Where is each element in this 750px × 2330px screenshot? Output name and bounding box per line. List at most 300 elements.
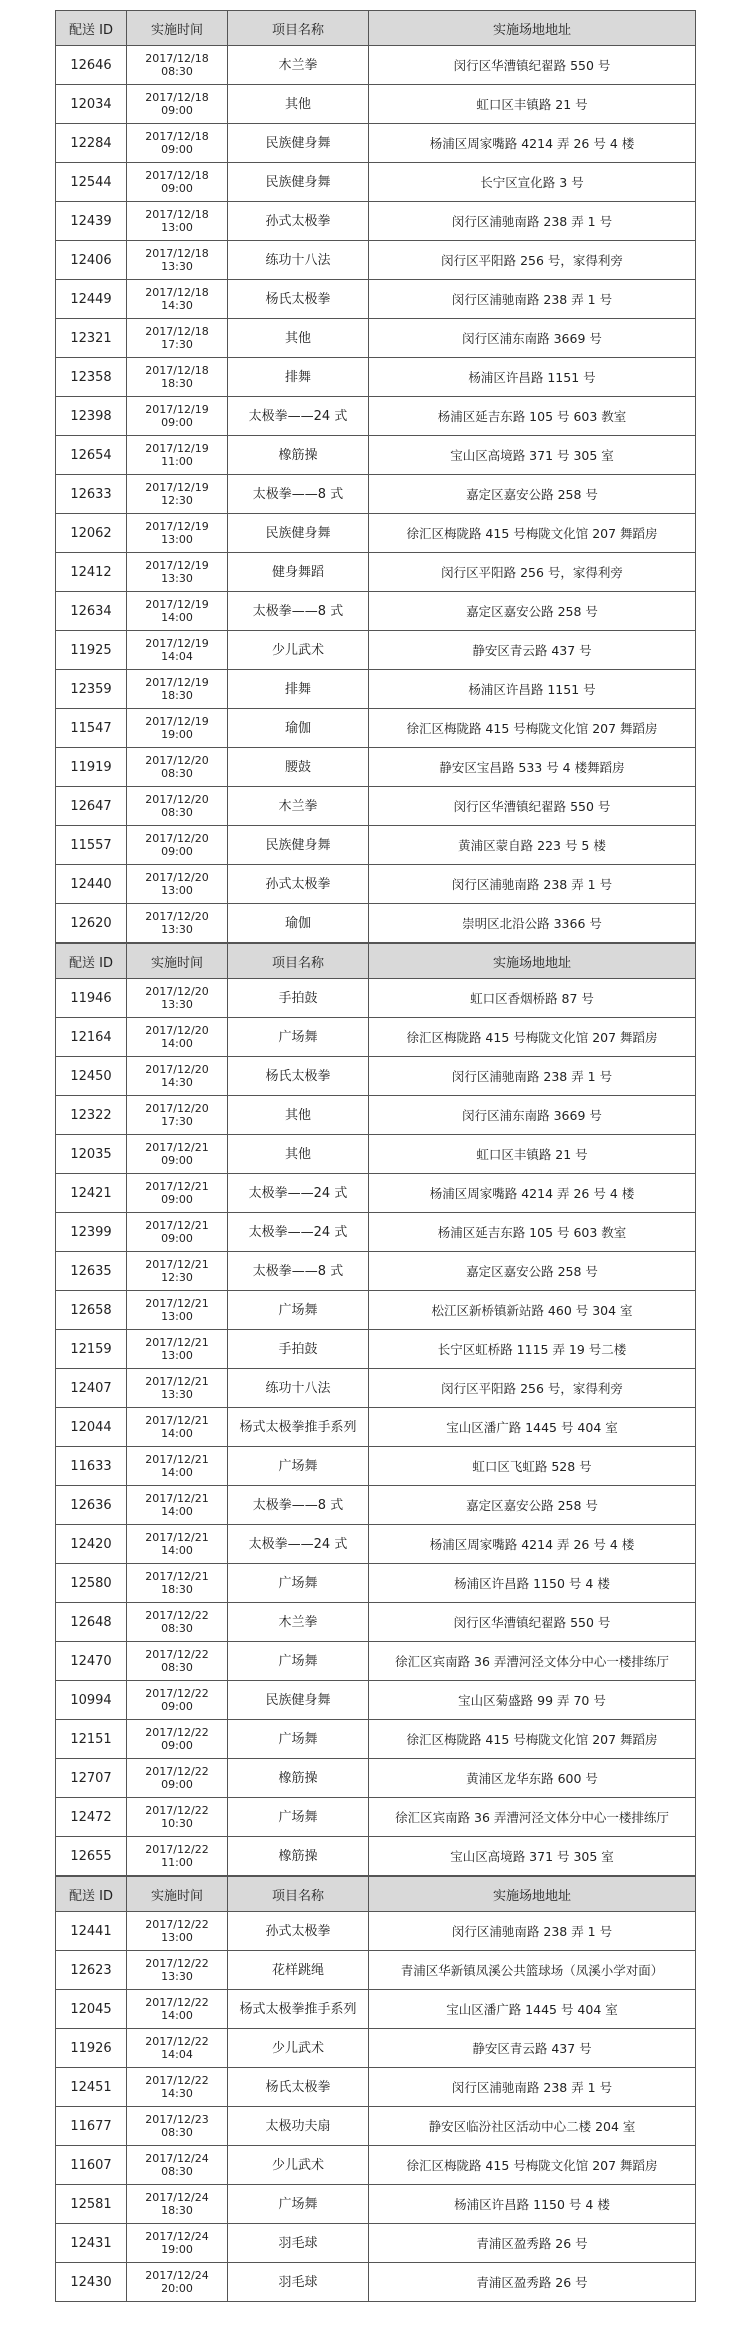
header-project: 项目名称 [228, 11, 369, 46]
cell-date: 2017/12/22 [145, 1609, 209, 1622]
cell-id: 12580 [56, 1564, 127, 1603]
cell-clock: 14:04 [161, 650, 193, 663]
cell-project: 橡筋操 [228, 1837, 369, 1876]
cell-project: 其他 [228, 85, 369, 124]
cell-date: 2017/12/22 [145, 1996, 209, 2009]
cell-id: 12449 [56, 280, 127, 319]
cell-id: 10994 [56, 1681, 127, 1720]
cell-address: 闵行区浦驰南路 238 弄 1 号 [369, 1057, 696, 1096]
header-id: 配送 ID [56, 11, 127, 46]
table-row [56, 1057, 696, 1096]
cell-address: 闵行区华漕镇纪翟路 550 号 [369, 46, 696, 85]
cell-clock: 13:00 [161, 533, 193, 546]
header-time: 实施时间 [127, 1877, 228, 1912]
cell-time [127, 1057, 228, 1096]
cell-date: 2017/12/19 [145, 559, 209, 572]
cell-time [127, 475, 228, 514]
cell-time [127, 202, 228, 241]
cell-project: 孙式太极拳 [228, 202, 369, 241]
cell-address: 徐汇区宾南路 36 弄漕河泾文体分中心一楼排练厅 [369, 1798, 696, 1837]
cell-time [127, 1837, 228, 1876]
cell-id: 12636 [56, 1486, 127, 1525]
cell-clock: 13:00 [161, 1349, 193, 1362]
table-row [56, 241, 696, 280]
cell-project: 太极拳——24 式 [228, 1213, 369, 1252]
table-row [56, 1447, 696, 1486]
cell-date: 2017/12/18 [145, 247, 209, 260]
schedule-sections [55, 10, 695, 2302]
cell-clock: 18:30 [161, 377, 193, 390]
cell-project: 橡筋操 [228, 436, 369, 475]
cell-address: 虹口区丰镇路 21 号 [369, 1135, 696, 1174]
cell-project: 其他 [228, 1096, 369, 1135]
cell-id: 11926 [56, 2029, 127, 2068]
cell-id: 11919 [56, 748, 127, 787]
table-row [56, 904, 696, 943]
cell-date: 2017/12/19 [145, 676, 209, 689]
table-row [56, 1525, 696, 1564]
cell-address: 嘉定区嘉安公路 258 号 [369, 475, 696, 514]
cell-clock: 09:00 [161, 182, 193, 195]
cell-project: 孙式太极拳 [228, 865, 369, 904]
cell-id: 12544 [56, 163, 127, 202]
cell-clock: 14:30 [161, 299, 193, 312]
header-time: 实施时间 [127, 11, 228, 46]
cell-address: 宝山区菊盛路 99 弄 70 号 [369, 1681, 696, 1720]
cell-time [127, 85, 228, 124]
cell-id: 11633 [56, 1447, 127, 1486]
cell-clock: 13:00 [161, 1310, 193, 1323]
cell-project: 民族健身舞 [228, 124, 369, 163]
cell-project: 民族健身舞 [228, 514, 369, 553]
cell-clock: 14:00 [161, 1505, 193, 1518]
cell-id: 11946 [56, 979, 127, 1018]
table-row [56, 1213, 696, 1252]
cell-date: 2017/12/21 [145, 1297, 209, 1310]
cell-date: 2017/12/22 [145, 1843, 209, 1856]
table-row [56, 1951, 696, 1990]
cell-date: 2017/12/21 [145, 1492, 209, 1505]
table-row [56, 709, 696, 748]
table-row [56, 1330, 696, 1369]
schedule-table [55, 943, 696, 1876]
cell-time [127, 670, 228, 709]
table-row [56, 1174, 696, 1213]
cell-id: 12359 [56, 670, 127, 709]
table-row [56, 85, 696, 124]
cell-id: 12421 [56, 1174, 127, 1213]
cell-project: 手拍鼓 [228, 979, 369, 1018]
cell-project: 练功十八法 [228, 1369, 369, 1408]
cell-project: 太极拳——24 式 [228, 1525, 369, 1564]
cell-address: 闵行区华漕镇纪翟路 550 号 [369, 787, 696, 826]
cell-address: 杨浦区延吉东路 105 号 603 教室 [369, 1213, 696, 1252]
table-row [56, 826, 696, 865]
cell-date: 2017/12/19 [145, 715, 209, 728]
cell-clock: 09:00 [161, 845, 193, 858]
table-header-row [56, 1877, 696, 1912]
cell-clock: 18:30 [161, 689, 193, 702]
cell-address: 宝山区高境路 371 号 305 室 [369, 436, 696, 475]
cell-project: 杨氏太极拳 [228, 1057, 369, 1096]
cell-date: 2017/12/20 [145, 754, 209, 767]
cell-address: 杨浦区延吉东路 105 号 603 教室 [369, 397, 696, 436]
cell-date: 2017/12/20 [145, 1102, 209, 1115]
cell-time [127, 2146, 228, 2185]
cell-time [127, 2107, 228, 2146]
schedule-document [55, 10, 695, 2302]
cell-date: 2017/12/20 [145, 985, 209, 998]
cell-date: 2017/12/19 [145, 520, 209, 533]
cell-project: 羽毛球 [228, 2224, 369, 2263]
cell-address: 闵行区浦驰南路 238 弄 1 号 [369, 2068, 696, 2107]
cell-time [127, 1486, 228, 1525]
cell-id: 12470 [56, 1642, 127, 1681]
table-row [56, 1564, 696, 1603]
cell-clock: 09:00 [161, 1193, 193, 1206]
table-row [56, 553, 696, 592]
cell-project: 杨氏太极拳 [228, 280, 369, 319]
cell-clock: 08:30 [161, 806, 193, 819]
cell-project: 太极拳——8 式 [228, 475, 369, 514]
cell-date: 2017/12/22 [145, 1804, 209, 1817]
cell-address: 徐汇区梅陇路 415 号梅陇文化馆 207 舞蹈房 [369, 1018, 696, 1057]
cell-id: 12439 [56, 202, 127, 241]
table-row [56, 1837, 696, 1876]
cell-clock: 08:30 [161, 767, 193, 780]
cell-date: 2017/12/21 [145, 1375, 209, 1388]
cell-time [127, 904, 228, 943]
cell-address: 杨浦区周家嘴路 4214 弄 26 号 4 楼 [369, 1174, 696, 1213]
cell-address: 静安区青云路 437 号 [369, 631, 696, 670]
cell-clock: 13:30 [161, 572, 193, 585]
cell-date: 2017/12/19 [145, 442, 209, 455]
cell-clock: 14:04 [161, 2048, 193, 2061]
cell-time [127, 319, 228, 358]
cell-address: 杨浦区周家嘴路 4214 弄 26 号 4 楼 [369, 124, 696, 163]
cell-time [127, 1408, 228, 1447]
cell-project: 广场舞 [228, 1018, 369, 1057]
cell-id: 12707 [56, 1759, 127, 1798]
cell-clock: 13:30 [161, 998, 193, 1011]
cell-project: 太极拳——8 式 [228, 1486, 369, 1525]
schedule-table [55, 10, 696, 943]
cell-clock: 09:00 [161, 416, 193, 429]
cell-date: 2017/12/19 [145, 481, 209, 494]
cell-address: 静安区青云路 437 号 [369, 2029, 696, 2068]
cell-clock: 14:00 [161, 1037, 193, 1050]
cell-time [127, 1759, 228, 1798]
cell-date: 2017/12/20 [145, 1063, 209, 1076]
table-row [56, 1642, 696, 1681]
cell-clock: 08:30 [161, 2126, 193, 2139]
header-time: 实施时间 [127, 944, 228, 979]
cell-clock: 18:30 [161, 1583, 193, 1596]
table-header-row [56, 11, 696, 46]
cell-time [127, 163, 228, 202]
cell-address: 黄浦区龙华东路 600 号 [369, 1759, 696, 1798]
cell-id: 12358 [56, 358, 127, 397]
cell-address: 杨浦区周家嘴路 4214 弄 26 号 4 楼 [369, 1525, 696, 1564]
cell-project: 羽毛球 [228, 2263, 369, 2302]
cell-address: 松江区新桥镇新站路 460 号 304 室 [369, 1291, 696, 1330]
cell-id: 12399 [56, 1213, 127, 1252]
cell-date: 2017/12/24 [145, 2269, 209, 2282]
table-row [56, 514, 696, 553]
cell-project: 太极功夫扇 [228, 2107, 369, 2146]
cell-date: 2017/12/20 [145, 871, 209, 884]
cell-id: 12151 [56, 1720, 127, 1759]
cell-time [127, 1525, 228, 1564]
cell-project: 广场舞 [228, 1447, 369, 1486]
cell-id: 12623 [56, 1951, 127, 1990]
cell-date: 2017/12/21 [145, 1336, 209, 1349]
cell-date: 2017/12/21 [145, 1531, 209, 1544]
cell-id: 12406 [56, 241, 127, 280]
table-row [56, 1486, 696, 1525]
cell-clock: 08:30 [161, 1622, 193, 1635]
cell-clock: 08:30 [161, 1661, 193, 1674]
cell-time [127, 280, 228, 319]
cell-time [127, 1912, 228, 1951]
cell-date: 2017/12/24 [145, 2152, 209, 2165]
cell-clock: 13:30 [161, 260, 193, 273]
cell-date: 2017/12/20 [145, 793, 209, 806]
cell-time [127, 979, 228, 1018]
cell-project: 排舞 [228, 358, 369, 397]
cell-project: 瑜伽 [228, 709, 369, 748]
cell-address: 闵行区平阳路 256 号，家得利旁 [369, 241, 696, 280]
cell-date: 2017/12/19 [145, 403, 209, 416]
cell-project: 民族健身舞 [228, 163, 369, 202]
cell-time [127, 631, 228, 670]
cell-time [127, 1135, 228, 1174]
cell-project: 广场舞 [228, 2185, 369, 2224]
cell-address: 闵行区浦驰南路 238 弄 1 号 [369, 202, 696, 241]
cell-project: 瑜伽 [228, 904, 369, 943]
cell-clock: 09:00 [161, 1778, 193, 1791]
table-row [56, 1798, 696, 1837]
cell-date: 2017/12/19 [145, 598, 209, 611]
cell-address: 虹口区香烟桥路 87 号 [369, 979, 696, 1018]
cell-id: 12045 [56, 1990, 127, 2029]
header-address: 实施场地地址 [369, 11, 696, 46]
cell-clock: 09:00 [161, 143, 193, 156]
cell-clock: 09:00 [161, 1232, 193, 1245]
cell-time [127, 1642, 228, 1681]
cell-project: 其他 [228, 1135, 369, 1174]
cell-id: 12655 [56, 1837, 127, 1876]
table-row [56, 1603, 696, 1642]
cell-id: 12164 [56, 1018, 127, 1057]
table-row [56, 865, 696, 904]
cell-address: 静安区宝昌路 533 号 4 楼舞蹈房 [369, 748, 696, 787]
cell-time [127, 1369, 228, 1408]
cell-project: 橡筋操 [228, 1759, 369, 1798]
cell-time [127, 241, 228, 280]
header-project: 项目名称 [228, 944, 369, 979]
cell-id: 12633 [56, 475, 127, 514]
cell-address: 崇明区北沿公路 3366 号 [369, 904, 696, 943]
cell-project: 木兰拳 [228, 46, 369, 85]
cell-date: 2017/12/23 [145, 2113, 209, 2126]
cell-project: 广场舞 [228, 1564, 369, 1603]
cell-date: 2017/12/19 [145, 637, 209, 650]
cell-address: 宝山区潘广路 1445 号 404 室 [369, 1408, 696, 1447]
cell-id: 11607 [56, 2146, 127, 2185]
schedule-table [55, 1876, 696, 2302]
cell-clock: 12:30 [161, 494, 193, 507]
cell-time [127, 1798, 228, 1837]
cell-time [127, 1951, 228, 1990]
cell-address: 宝山区高境路 371 号 305 室 [369, 1837, 696, 1876]
cell-clock: 13:00 [161, 1931, 193, 1944]
table-row [56, 1720, 696, 1759]
cell-address: 徐汇区宾南路 36 弄漕河泾文体分中心一楼排练厅 [369, 1642, 696, 1681]
table-row [56, 1990, 696, 2029]
cell-id: 12321 [56, 319, 127, 358]
cell-date: 2017/12/20 [145, 910, 209, 923]
cell-address: 虹口区飞虹路 528 号 [369, 1447, 696, 1486]
cell-address: 宝山区潘广路 1445 号 404 室 [369, 1990, 696, 2029]
table-row [56, 2107, 696, 2146]
cell-project: 广场舞 [228, 1291, 369, 1330]
table-row [56, 1096, 696, 1135]
cell-clock: 17:30 [161, 338, 193, 351]
cell-address: 闵行区浦驰南路 238 弄 1 号 [369, 1912, 696, 1951]
table-header-row [56, 944, 696, 979]
cell-time [127, 514, 228, 553]
table-row [56, 1252, 696, 1291]
table-row [56, 1759, 696, 1798]
cell-id: 12035 [56, 1135, 127, 1174]
table-row [56, 787, 696, 826]
table-row [56, 46, 696, 85]
cell-date: 2017/12/24 [145, 2230, 209, 2243]
cell-address: 徐汇区梅陇路 415 号梅陇文化馆 207 舞蹈房 [369, 1720, 696, 1759]
table-row [56, 1369, 696, 1408]
table-row [56, 358, 696, 397]
table-row [56, 1681, 696, 1720]
cell-time [127, 865, 228, 904]
cell-date: 2017/12/21 [145, 1453, 209, 1466]
cell-project: 健身舞蹈 [228, 553, 369, 592]
header-project: 项目名称 [228, 1877, 369, 1912]
cell-address: 青浦区盈秀路 26 号 [369, 2263, 696, 2302]
cell-project: 木兰拳 [228, 787, 369, 826]
cell-date: 2017/12/18 [145, 286, 209, 299]
table-row [56, 631, 696, 670]
cell-address: 嘉定区嘉安公路 258 号 [369, 1252, 696, 1291]
cell-time [127, 1213, 228, 1252]
cell-project: 孙式太极拳 [228, 1912, 369, 1951]
cell-clock: 10:30 [161, 1817, 193, 1830]
table-row [56, 1291, 696, 1330]
cell-project: 排舞 [228, 670, 369, 709]
table-row [56, 2029, 696, 2068]
table-row [56, 280, 696, 319]
cell-date: 2017/12/18 [145, 52, 209, 65]
cell-time [127, 2224, 228, 2263]
cell-project: 花样跳绳 [228, 1951, 369, 1990]
cell-time [127, 2068, 228, 2107]
header-id: 配送 ID [56, 944, 127, 979]
cell-project: 腰鼓 [228, 748, 369, 787]
cell-clock: 13:00 [161, 884, 193, 897]
cell-time [127, 2029, 228, 2068]
cell-clock: 09:00 [161, 1154, 193, 1167]
cell-project: 广场舞 [228, 1798, 369, 1837]
cell-time [127, 397, 228, 436]
header-address: 实施场地地址 [369, 944, 696, 979]
cell-id: 12398 [56, 397, 127, 436]
cell-date: 2017/12/18 [145, 208, 209, 221]
cell-id: 12284 [56, 124, 127, 163]
cell-time [127, 553, 228, 592]
cell-address: 嘉定区嘉安公路 258 号 [369, 592, 696, 631]
cell-project: 太极拳——24 式 [228, 397, 369, 436]
cell-date: 2017/12/20 [145, 1024, 209, 1037]
cell-date: 2017/12/22 [145, 1648, 209, 1661]
table-row [56, 670, 696, 709]
cell-address: 嘉定区嘉安公路 258 号 [369, 1486, 696, 1525]
cell-time [127, 1681, 228, 1720]
cell-time [127, 1252, 228, 1291]
cell-time [127, 436, 228, 475]
cell-time [127, 2263, 228, 2302]
cell-clock: 14:30 [161, 1076, 193, 1089]
cell-address: 杨浦区许昌路 1150 号 4 楼 [369, 2185, 696, 2224]
cell-id: 12044 [56, 1408, 127, 1447]
cell-date: 2017/12/24 [145, 2191, 209, 2204]
cell-clock: 14:30 [161, 2087, 193, 2100]
cell-project: 民族健身舞 [228, 826, 369, 865]
cell-clock: 08:30 [161, 65, 193, 78]
table-row [56, 2068, 696, 2107]
cell-time [127, 1330, 228, 1369]
cell-project: 少儿武术 [228, 631, 369, 670]
table-row [56, 1018, 696, 1057]
cell-date: 2017/12/22 [145, 1726, 209, 1739]
table-row [56, 202, 696, 241]
table-row [56, 592, 696, 631]
cell-id: 12407 [56, 1369, 127, 1408]
cell-clock: 19:00 [161, 2243, 193, 2256]
cell-date: 2017/12/18 [145, 91, 209, 104]
cell-clock: 08:30 [161, 2165, 193, 2178]
cell-address: 徐汇区梅陇路 415 号梅陇文化馆 207 舞蹈房 [369, 2146, 696, 2185]
cell-date: 2017/12/22 [145, 1957, 209, 1970]
header-id: 配送 ID [56, 1877, 127, 1912]
cell-project: 杨式太极拳推手系列 [228, 1408, 369, 1447]
table-row [56, 319, 696, 358]
cell-time [127, 124, 228, 163]
cell-clock: 09:00 [161, 1700, 193, 1713]
cell-address: 虹口区丰镇路 21 号 [369, 85, 696, 124]
cell-address: 静安区临汾社区活动中心二楼 204 室 [369, 2107, 696, 2146]
cell-id: 12635 [56, 1252, 127, 1291]
cell-project: 练功十八法 [228, 241, 369, 280]
cell-address: 闵行区平阳路 256 号，家得利旁 [369, 553, 696, 592]
cell-time [127, 787, 228, 826]
cell-id: 12472 [56, 1798, 127, 1837]
cell-date: 2017/12/22 [145, 1687, 209, 1700]
cell-id: 12451 [56, 2068, 127, 2107]
cell-id: 12062 [56, 514, 127, 553]
cell-id: 12646 [56, 46, 127, 85]
cell-address: 长宁区虹桥路 1115 弄 19 号二楼 [369, 1330, 696, 1369]
cell-date: 2017/12/18 [145, 130, 209, 143]
